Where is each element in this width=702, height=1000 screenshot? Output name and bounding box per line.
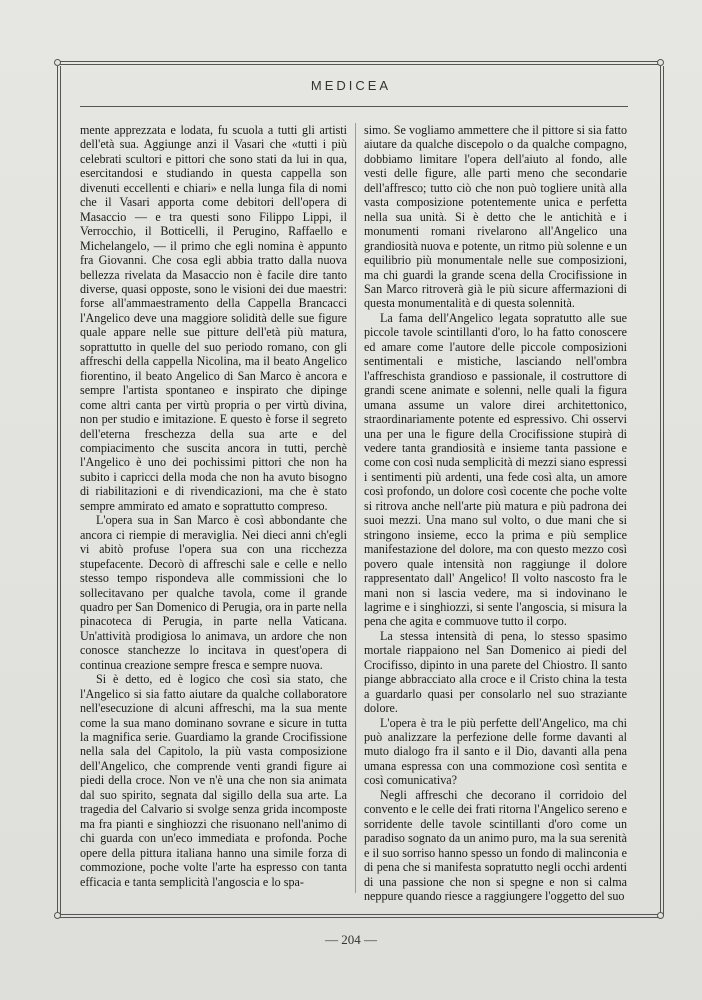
top-right-ornament bbox=[657, 59, 664, 66]
paragraph: La fama dell'Angelico legata sopratutto alle sue piccole tavole scintillanti d'oro, lo ha fatto conoscere ed amare come l'autore delle piccole composizioni sentimentali e mistiche, lasciando nell'ombra l'affreschista grandioso e passionale, il costruttore di grandi scene animate e solenni, nelle quali la figura umana assume un valore direi architettonico, straordinariamente potente ed espressivo. Chi osservi una per una le figure della Crocifissione stupirà di vedere tanta grandiosità e insieme tanta passione e come con così nuda semplicità di mezzi siano espressi i sentimenti più ardenti, una fede così alta, un amore così profondo, un dolore così cocente che poche volte si ritrova anche nell'arte più matura e più padrona dei suoi mezzi. Una mano sul volto, o due mani che si stringono insieme, ecco la prima e più semplice manifestazione del dolore, ma con questo mezzo così povero quale intensità non raggiunge il dolore rappresentato dall' Angelico! Il volto nascosto fra le mani non si lascia vedere, ma si indovinano le lagrime e i singhiozzi, si sente l'angoscia, si misura la pena che agita e commuove tutto il corpo. bbox=[364, 310, 627, 629]
top-rule-outer bbox=[60, 61, 660, 62]
bottom-right-ornament bbox=[657, 912, 664, 919]
paragraph: simo. Se vogliamo ammettere che il pittore si sia fatto aiutare da qualche discepolo o da qualche compagno, dobbiamo limitare l'opera dell'aiuto al fondo, alle vesti delle figure, alle parti meno che secondarie dell'affresco; tutto ciò che non può togliere unità alla vasta composizione potentemente unica e perfetta nella sua unità. Si è detto che le antichità e i monumenti romani rivelarono all'Angelico una grandiosità nuova e potente, un ritmo più solenne e un equilibrio più monumentale nelle sue composizioni, ma chi guardi la grande scena della Crocifissione in San Marco ritroverà già le più sicure affermazioni di questa monumentalità e di questa solennità. bbox=[364, 123, 627, 311]
running-header: MEDICEA bbox=[310, 78, 392, 93]
bottom-rule-outer bbox=[60, 917, 660, 918]
left-frame-inner bbox=[60, 66, 61, 916]
text-column-right bbox=[364, 123, 627, 903]
paragraph: L'opera sua in San Marco è così abbondante che ancora ci riempie di meraviglia. Nei dieci anni ch'egli vi abitò profuse l'opera sua con una ricchezza stupefacente. Decorò di affreschi sale e celle e nello stesso tempo rispondeva alle commissioni che lo sollecitavano per qualche tavola, come il grande quadro per San Domenico di Perugia, ora in parte nella pinacoteca di Perugia, in parte nella Vaticana. Un'attività prodigiosa lo animava, un ardore che non conosce stanchezze lo incitava in quest'opera di continua creazione sempre fresca e sempre nuova. bbox=[80, 513, 347, 672]
left-frame-outer bbox=[57, 66, 58, 916]
paragraph: L'opera è tra le più perfette dell'Angelico, ma chi può analizzare la perfezione delle forme davanti al muto dialogo fra il santo e il Dio, davanti alla pena umana espressa con una commozione così sentita e così comunicativa? bbox=[364, 715, 627, 788]
top-left-ornament bbox=[54, 59, 61, 66]
top-rule-inner bbox=[60, 64, 660, 65]
header-rule bbox=[80, 106, 628, 107]
right-frame-inner bbox=[663, 66, 664, 916]
page-number: — 204 — bbox=[325, 932, 377, 947]
paragraph: Negli affreschi che decorano il corridoio del convento e le celle dei frati ritorna l'Angelico sereno e sorridente delle tavole scintillanti d'oro come un paradiso sognato da un animo puro, ma la sua serenità e il suo sorriso hanno spesso un fondo di malinconia e di pena che si manifesta sopratutto negli occhi ardenti di una passione che non si spegne e non si calma neppure quando riesce a raggiungere l'oggetto del suo bbox=[364, 787, 627, 904]
paragraph: La stessa intensità di pena, lo stesso spasimo mortale riappaiono nel San Domenico ai piedi del Crocifisso, dipinto in una parete del Chiostro. Il santo piange abbracciato alla croce e il Cristo china la testa a guardarlo quasi per consolarlo nel suo straziante dolore. bbox=[364, 628, 627, 716]
column-separator bbox=[355, 123, 356, 893]
bottom-rule-inner bbox=[60, 914, 660, 915]
paragraph: mente apprezzata e lodata, fu scuola a tutti gli artisti dell'età sua. Aggiunge anzi il Vasari che «tutti i più celebrati scultori e pittori che sono stati da lui in qua, esercitandosi e studiando in questa cappella son divenuti eccellenti e chiari» e nella lunga fila di nomi che il Vasari apporta come debitori dell'opera di Masaccio — e tra questi sono Filippo Lippi, il Verrocchio, il Botticelli, il Perugino, Raffaello e Michelangelo, — il primo che egli nomina è appunto fra Giovanni. Che cosa egli abbia tratto dalla nuova bellezza rivelata da Masaccio non è facile dire tanto diverse, quasi opposte, sono le visioni dei due maestri: forse all'ammaestramento della Cappella Brancacci l'Angelico deve una maggiore solidità delle sue figure quale appare nelle sue pitture dell'età più matura, soprattutto in quelle del suo periodo romano, con gli affreschi della cappella Nicolina, ma il beato Angelico fiorentino, il beato Angelico di San Marco è ancora e sempre l'artista spontaneo e inspirato che dipinge come altri canta per virtù propria o per virtù divina, non per studio e imitazione. E questo è forse il segreto dell'eterna freschezza della sua arte e del compiacimento che suscita ancora in tutti, perchè l'Angelico è uno dei pochissimi pittori che non ha subito i capricci della moda che non ha avuto bisogno di riabilitazioni e di rivendicazioni, ma che è stato sempre ammirato ed amato e soprattutto compreso. bbox=[80, 123, 347, 513]
right-frame-outer bbox=[660, 66, 661, 916]
bottom-left-ornament bbox=[54, 912, 61, 919]
paragraph: Si è detto, ed è logico che così sia stato, che l'Angelico si sia fatto aiutare da qualche collaboratore nell'esecuzione di alcuni affreschi, ma la sua mente come la sua mano dominano sovrane e sicure in tutta la magnifica serie. Guardiamo la grande Crocifissione nella sala del Capitolo, la più vasta composizione dell'Angelico, che comprende venti grandi figure ai piedi della croce. Non ve n'è una che non sia animata dal suo spirito, segnata dal sigillo della sua arte. La tragedia del Calvario si svolge senza grida incomposte ma fra pianti e singhiozzi che risuonano nell'animo di chi guarda con un'eco immediata e profonda. Poche opere della pittura italiana hanno una simile forza di commozione, poche volte l'arte ha espresso con tanta efficacia e tanta semplicità l'angoscia e lo spa- bbox=[80, 672, 347, 889]
text-column-left bbox=[80, 123, 347, 889]
